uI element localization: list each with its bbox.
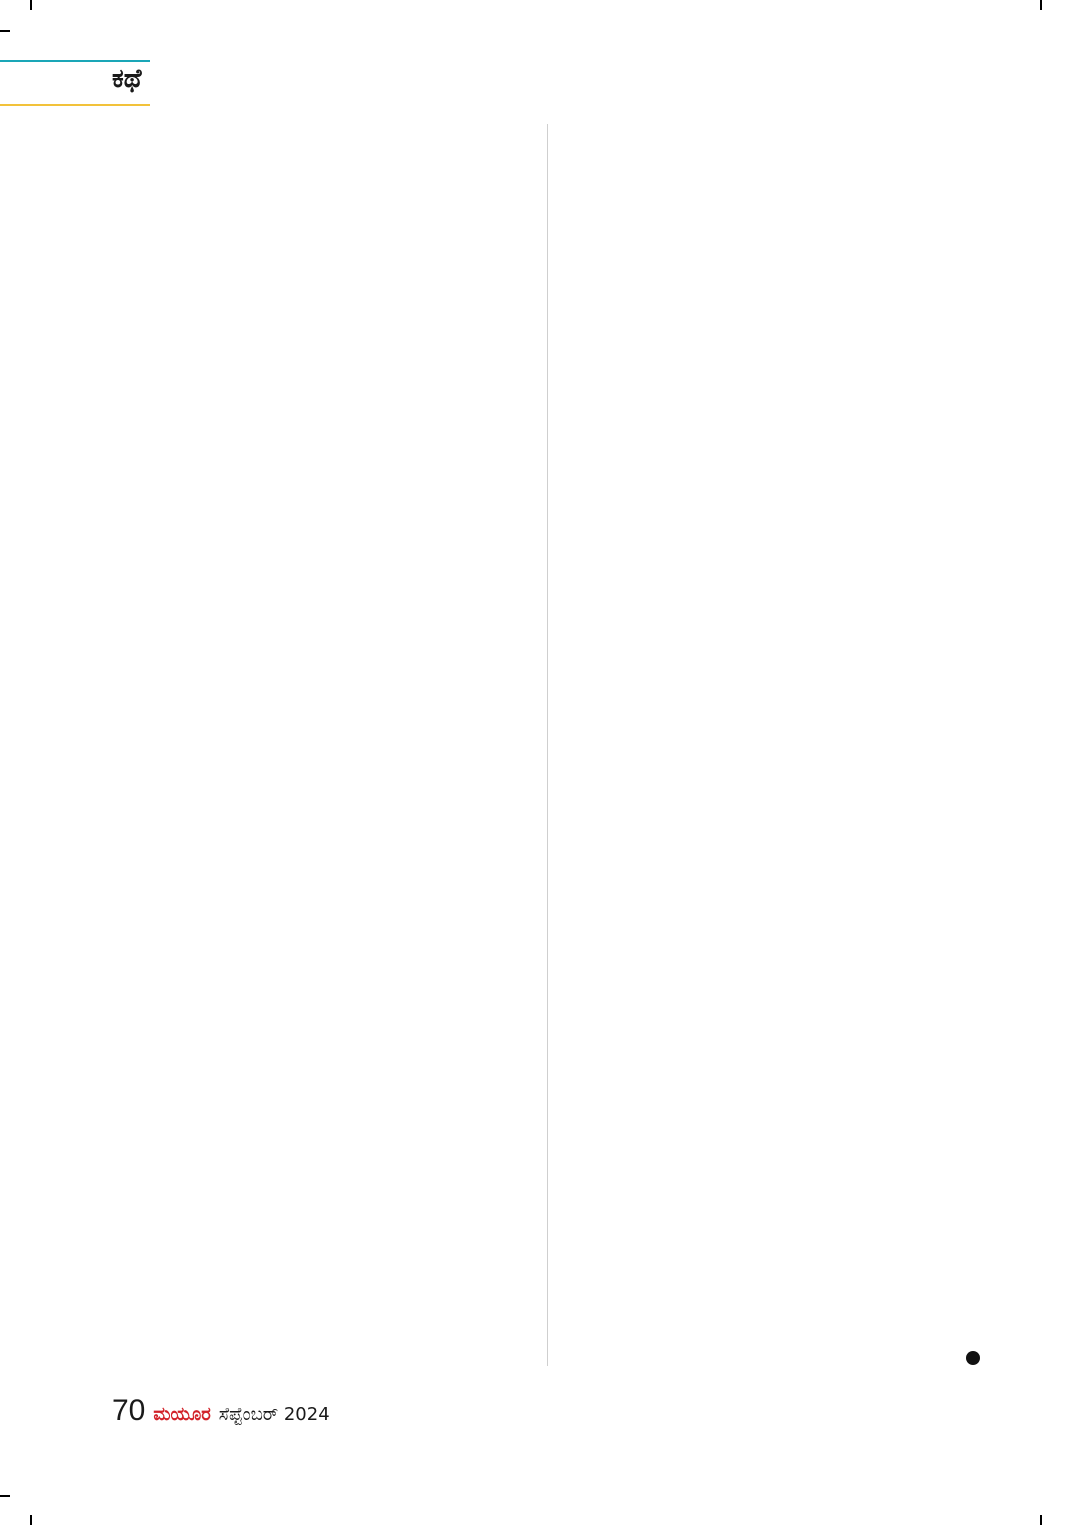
crop-mark: [1040, 1515, 1042, 1525]
issue-date: ಸೆಪ್ಟೆಂಬರ್ 2024: [218, 1404, 330, 1425]
crop-mark: [1040, 0, 1042, 10]
page-footer: [112, 1394, 330, 1428]
magazine-name: ಮಯೂರ: [153, 1404, 211, 1425]
crop-mark: [30, 0, 32, 10]
page-number: 70: [112, 1394, 146, 1427]
section-label: ಕಥೆ: [112, 64, 142, 94]
section-rule-bottom: [0, 104, 150, 106]
section-rule-top: [0, 60, 150, 62]
end-of-story-bullet: [966, 1351, 980, 1365]
crop-mark: [0, 1495, 10, 1497]
column-divider: [547, 124, 548, 1366]
crop-mark: [0, 30, 10, 32]
crop-mark: [30, 1515, 32, 1525]
